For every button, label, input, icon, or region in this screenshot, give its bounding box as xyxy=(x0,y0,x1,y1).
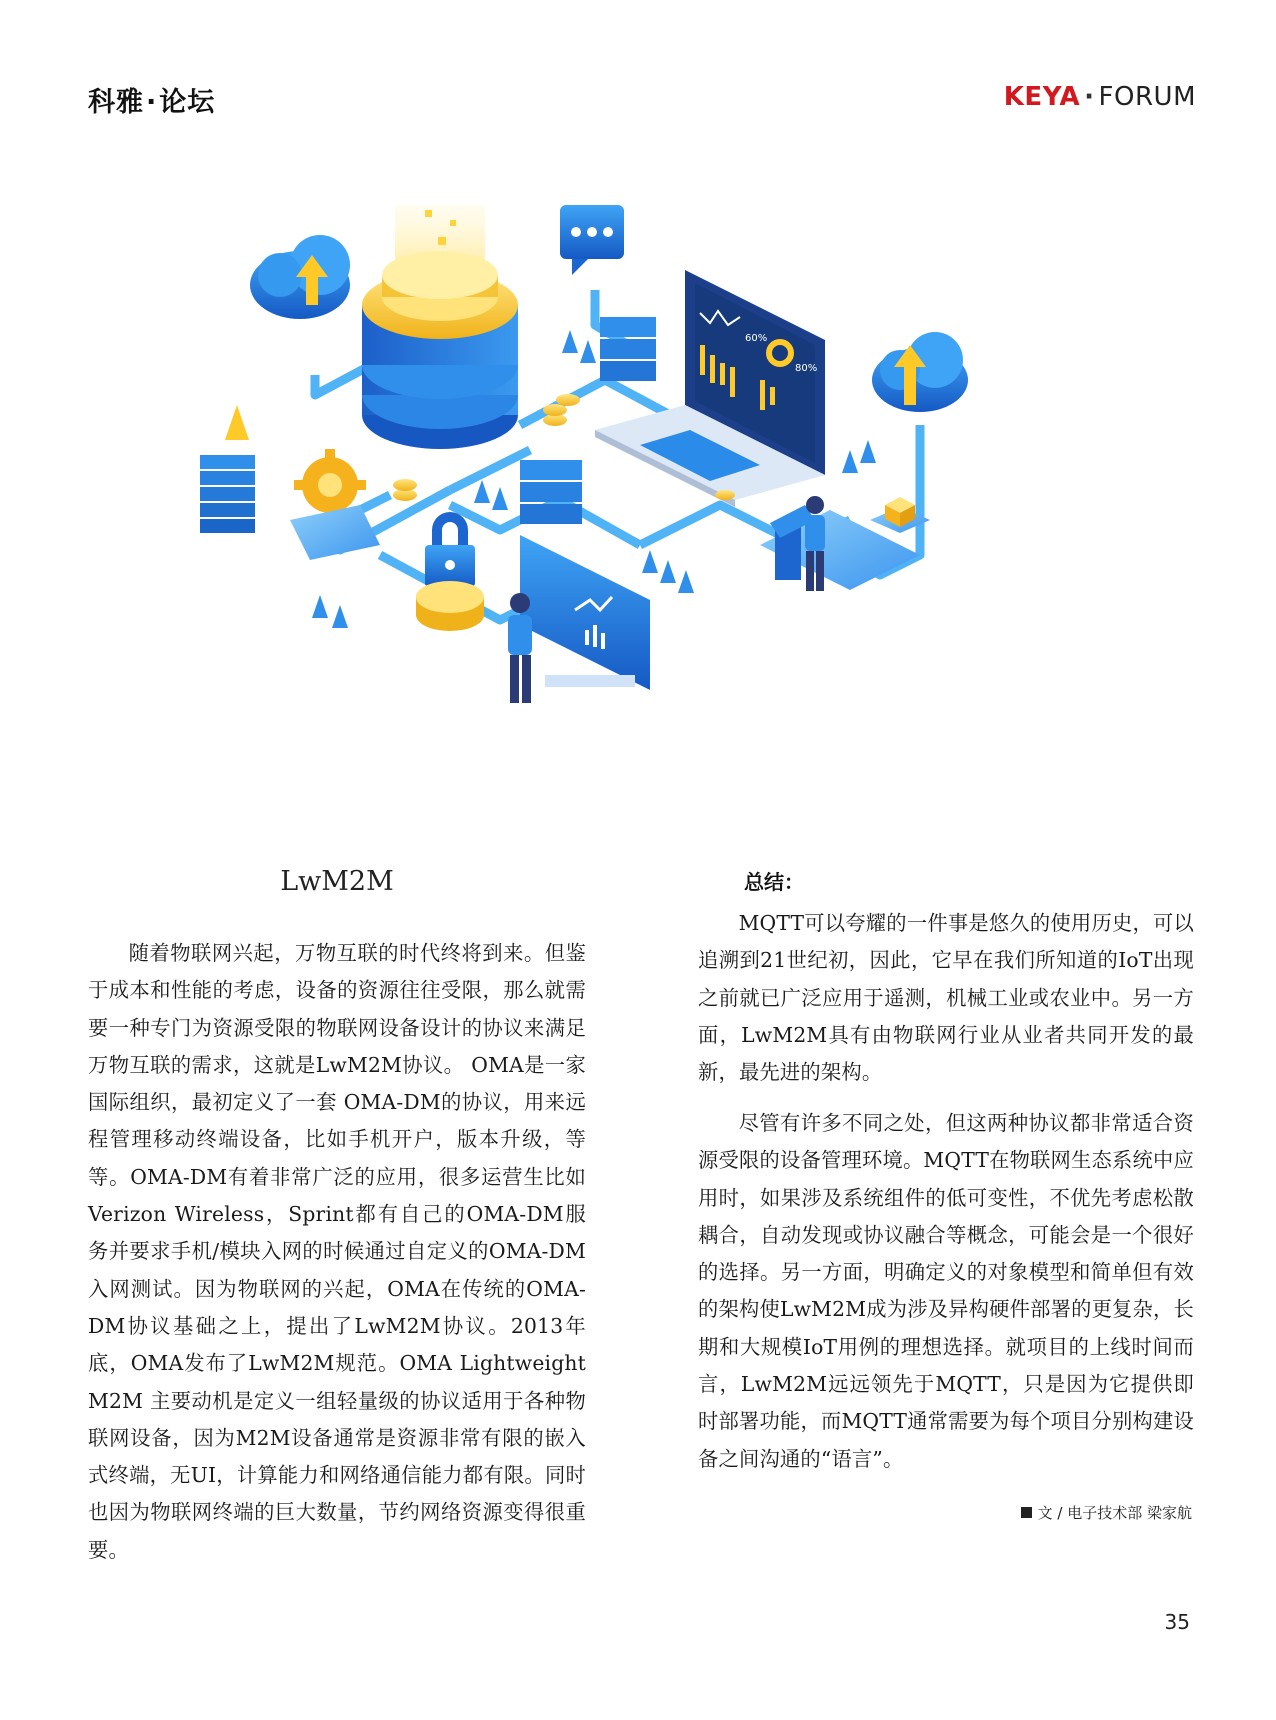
page-number: 35 xyxy=(1164,1610,1190,1634)
gear-platform xyxy=(290,505,380,560)
gauge-label-60: 60% xyxy=(745,333,768,344)
header-brand-right xyxy=(1004,82,1196,112)
lock-icon xyxy=(425,512,475,587)
tower-server-icon xyxy=(200,405,255,533)
brand-separator-en: · xyxy=(1084,82,1095,112)
summary-paragraph-1: MQTT可以夸耀的一件事是悠久的使用历史，可以追溯到21世纪初，因此，它早在我们所知道的IoT出现之前就已广泛应用于遥测，机械工业或农业中。另一方面，LwM2M具有由物联网行业从业者共同开发的最新，最先进的架构。 xyxy=(698,911,1194,1085)
brand-name-en: KEYA xyxy=(1003,82,1081,112)
coin-icon xyxy=(416,581,484,631)
author-byline xyxy=(1021,1502,1192,1523)
presentation-board-icon xyxy=(520,535,650,690)
section-name-en: FORUM xyxy=(1098,82,1196,112)
person-icon-right xyxy=(805,496,825,591)
author-text: 文 / 电子技术部 梁家航 xyxy=(1037,1504,1192,1522)
chat-bubble-icon xyxy=(560,205,624,275)
database-icon xyxy=(362,251,518,449)
section-title-lwm2m: LwM2M xyxy=(280,866,394,897)
server-stack-icon-center xyxy=(520,460,582,524)
server-stack-icon xyxy=(600,317,656,381)
cloud-upload-icon-right xyxy=(872,332,968,412)
brand-name-cn: 科雅 xyxy=(88,87,144,118)
cloud-upload-icon xyxy=(250,235,350,319)
iot-illustration xyxy=(200,205,1080,825)
bullet-square-icon xyxy=(1021,1507,1032,1518)
summary-paragraph-2: 尽管有许多不同之处，但这两种协议都非常适合资源受限的设备管理环境。MQTT在物联网生态系统中应用时，如果涉及系统组件的低可变性，不优先考虑松散耦合，自动发现或协议融合等概念，可能会是一个很好的选择。另一方面，明确定义的对象模型和简单但有效的架构使LwM2M成为涉及异构硬件部署的更复杂，长期和大规模IoT用例的理想选择。就项目的上线时间而言，LwM2M远远领先于MQTT，只是因为它提供即时部署功能，而MQTT通常需要为每个项目分别构建设备之间沟通的“语言”。 xyxy=(698,1111,1194,1471)
section-name-cn: 论坛 xyxy=(159,87,216,118)
header-brand-left xyxy=(88,80,215,119)
section-title-summary: 总结： xyxy=(744,870,804,894)
gauge-label-80: 80% xyxy=(795,363,818,374)
lwm2m-paragraph: 随着物联网兴起，万物互联的时代终将到来。但鉴于成本和性能的考虑，设备的资源往往受限，那么就需要一种专门为资源受限的物联网设备设计的协议来满足万物互联的需求，这就是LwM2M协议。 OMA是一家国际组织，最初定义了一套 OMA-DM的协议，用来远程管理移动终端设备，比如手机开户，版本升级，等等。OMA-DM有着非常广泛的应用，很多运营生比如Verizon Wireless，Sprint都有自己的OMA-DM服务并要求手机/模块入网的时候通过自定义的OMA-DM入网测试。因为物联网的兴起，OMA在传统的OMA-DM协议基础之上，提出了LwM2M协议。2013年底，OMA发布了LwM2M规范。OMA Lightweight M2M 主要动机是定义一组轻量级的协议适用于各种物联网设备，因为M2M设备通常是资源非常有限的嵌入式终端，无UI，计算能力和网络通信能力都有限。同时也因为物联网终端的巨大数量，节约网络资源变得很重要。 xyxy=(88,941,586,1562)
brand-separator: · xyxy=(146,87,158,118)
